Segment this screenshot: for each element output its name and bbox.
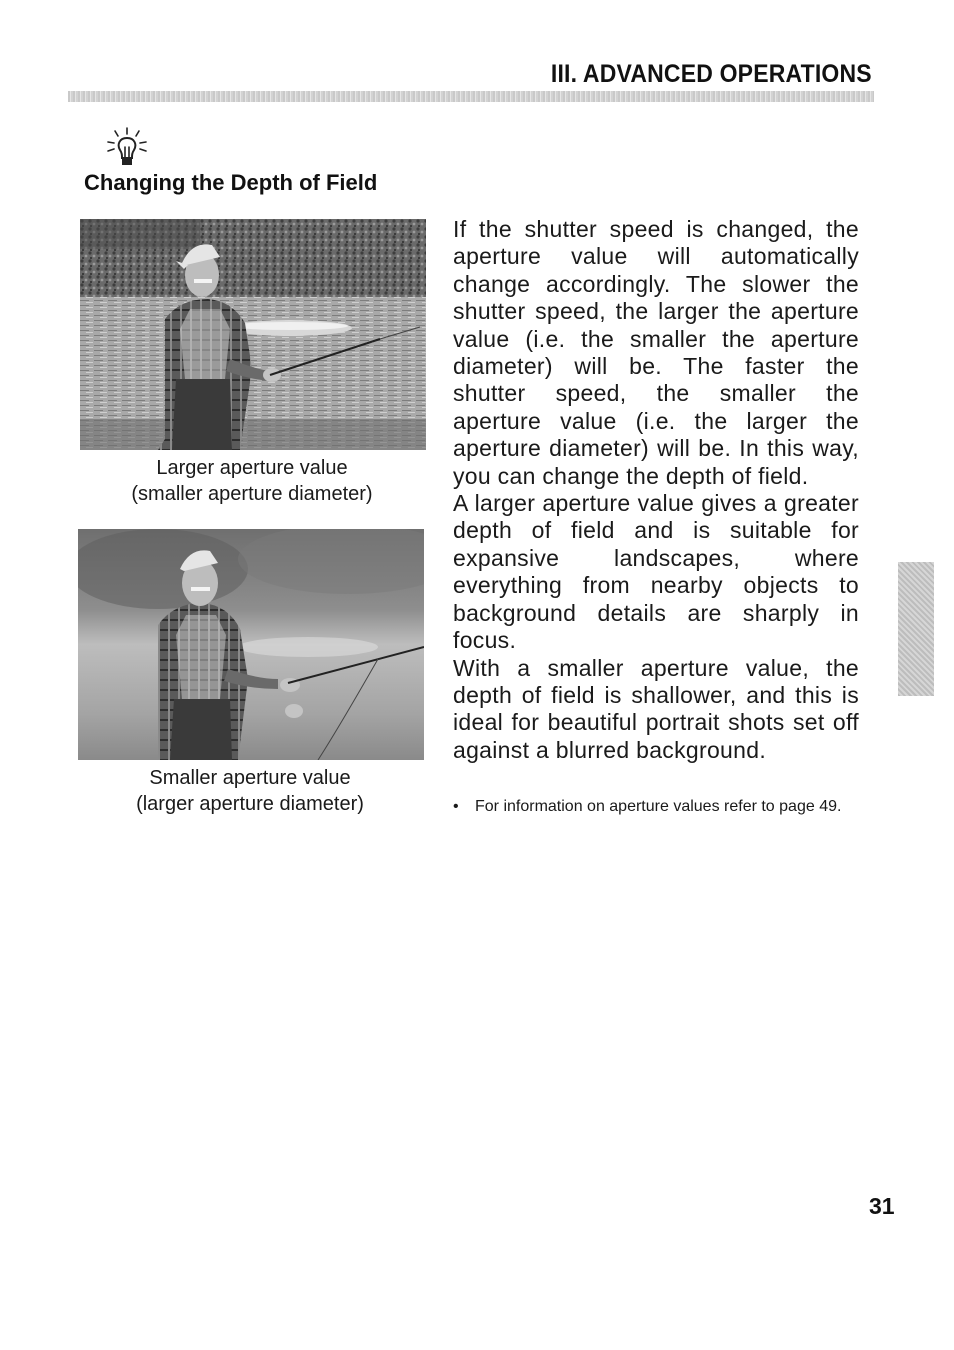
photo-deep-focus bbox=[80, 219, 426, 450]
chapter-tab bbox=[898, 562, 934, 696]
caption-deep-focus bbox=[72, 455, 432, 507]
header-rule bbox=[68, 91, 874, 102]
paragraph-larger-aperture: A larger aperture value gives a greater depth of field and is suitable for expansive landscapes, where everything from nearby objects to background details are sharply in focus. bbox=[453, 490, 859, 654]
caption-line-1: Smaller aperture value bbox=[149, 767, 351, 789]
section-title: III. ADVANCED OPERATIONS bbox=[551, 60, 872, 88]
body-text bbox=[453, 216, 859, 764]
section-heading: Changing the Depth of Field bbox=[84, 170, 378, 195]
reference-note bbox=[453, 796, 857, 818]
paragraph-shutter-speed: If the shutter speed is changed, the aperture value will automatically change accordingly. The slower the shutter speed, the larger the aperture value (i.e. the smaller the aperture diameter) will be. The faster the shutter speed, the smaller the aperture value (i.e. the larger the aperture diameter) will be. In this way, you can change the depth of field. bbox=[453, 216, 859, 489]
page-number: 31 bbox=[869, 1193, 895, 1219]
paragraph-smaller-aperture: With a smaller aperture value, the depth of field is shallower, and this is ideal for beautiful portrait shots set off against a blurred background. bbox=[453, 654, 859, 763]
photo-shallow-focus bbox=[78, 529, 424, 760]
caption-line-2: (larger aperture diameter) bbox=[136, 793, 364, 815]
caption-line-2: (smaller aperture diameter) bbox=[131, 483, 373, 505]
bullet: • bbox=[453, 798, 459, 815]
note-text: For information on aperture values refer to page 49. bbox=[475, 798, 842, 815]
caption-shallow-focus bbox=[70, 765, 430, 817]
lightbulb-icon bbox=[105, 127, 149, 169]
caption-line-1: Larger aperture value bbox=[156, 457, 348, 479]
